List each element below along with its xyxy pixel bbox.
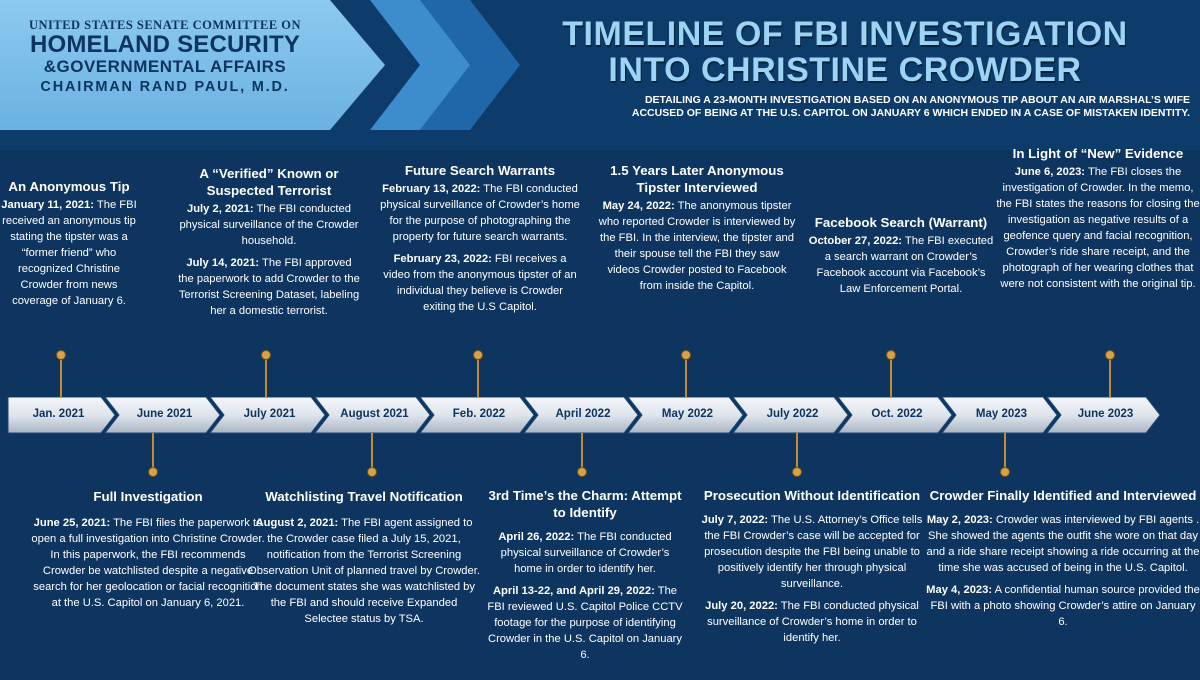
title-line2: INTO CHRISTINE CROWDER <box>608 51 1082 89</box>
event-date: June 25, 2021: <box>33 517 111 529</box>
event-text: The FBI conducted physical surveillance of the Crowder household. <box>179 203 359 247</box>
event-text: The FBI reviewed U.S. Capitol Police CCTV footage for the purpose of identifying Crowder in the U.S. Capitol on January 6. <box>487 585 683 661</box>
event-date: January 11, 2021: <box>1 199 94 211</box>
connector-dot <box>577 467 587 477</box>
chairman-line: CHAIRMAN RAND PAUL, M.D. <box>40 79 290 95</box>
event-date: April 13-22, and April 29, 2022: <box>492 585 655 597</box>
connector-dot <box>367 467 377 477</box>
event-facebook-search <box>808 214 994 303</box>
connector-line <box>265 360 267 397</box>
event-new-evidence <box>996 145 1200 298</box>
month-label: April 2022 <box>555 408 611 420</box>
subtitle-line1: DETAILING A 23-MONTH INVESTIGATION BASED ON AN ANONYMOUS TIP ABOUT AN AIR MARSHAL’S WIFE <box>644 94 1190 106</box>
event-date: October 27, 2022: <box>808 235 903 247</box>
event-text: The FBI executed a search warrant on Crowder’s Facebook account via Facebook’s Law Enforcement Portal. <box>816 235 994 295</box>
event-title: Future Search Warrants <box>404 163 556 178</box>
month-label: May 2022 <box>661 408 714 420</box>
event-crowder-identified <box>926 487 1200 636</box>
connector-dot <box>56 350 66 360</box>
page-subtitle <box>500 94 1190 120</box>
connector-dot <box>886 350 896 360</box>
event-title: An Anonymous Tip <box>8 179 130 194</box>
event-title: Watchlisting Travel Notification <box>265 489 463 504</box>
connector-line <box>477 360 479 397</box>
committee-line3: &GOVERNMENTAL AFFAIRS <box>43 57 287 76</box>
month-label: Jan. 2021 <box>32 408 85 420</box>
connector-line <box>1109 360 1111 397</box>
month-label: July 2022 <box>766 408 819 420</box>
event-title: 1.5 Years Later Anonymous Tipster Interviewed <box>610 163 784 195</box>
event-text: The FBI conducted physical surveillance of Crowder’s home in order to identify her. <box>500 531 672 575</box>
event-date: May 2, 2023: <box>926 514 993 526</box>
event-title: Prosecution Without Identification <box>703 488 921 503</box>
event-date: July 2, 2021: <box>187 203 254 215</box>
month-label: Oct. 2022 <box>871 408 923 420</box>
connector-dot <box>1105 350 1115 360</box>
connector-line <box>890 360 892 397</box>
connector-dot <box>473 350 483 360</box>
event-attempt-to-identify <box>486 487 684 669</box>
event-prosecution-without-identification <box>698 487 926 652</box>
event-text: FBI receives a video from the anonymous tipster of an individual they believe is Crowder exiting the U.S Capitol. <box>383 253 577 313</box>
event-anonymous-tip <box>0 178 138 315</box>
event-date: February 23, 2022: <box>393 253 492 265</box>
month-label: Feb. 2022 <box>452 408 506 420</box>
event-text: The FBI approved the paperwork to add Crowder to the Terrorist Screening Dataset, labeling her a domestic terrorist. <box>178 257 360 317</box>
event-text: The anonymous tipster who reported Crowder is interviewed by the FBI. In the interview, the tipster and their spouse tell the FBI they saw videos Crowder posted to Facebook from inside the Capitol. <box>598 200 796 292</box>
event-future-search-warrants <box>380 162 580 321</box>
month-label: June 2023 <box>1077 408 1134 420</box>
connector-line <box>60 360 62 397</box>
event-date: July 20, 2022: <box>705 600 778 612</box>
event-date: July 14, 2021: <box>186 257 260 269</box>
month-label: May 2023 <box>975 408 1028 420</box>
event-date: May 24, 2022: <box>602 200 675 212</box>
page-title <box>520 16 1170 88</box>
committee-line2: HOMELAND SECURITY <box>29 31 301 58</box>
event-date: May 4, 2023: <box>926 584 993 596</box>
event-text: The FBI closes the investigation of Crowder. In the memo, the FBI states the reasons for closing the investigation as negative results of a geofence query and facial recognition, Crowder’s ride share receipt, and the photograph of her wearing clothes that were not consistent with the original tip. <box>996 166 1200 290</box>
header-banner <box>0 0 1200 150</box>
event-title: A “Verified” Known or Suspected Terrorist <box>199 166 339 198</box>
connector-line <box>685 360 687 397</box>
event-tipster-interviewed <box>598 162 796 300</box>
committee-line1: UNITED STATES SENATE COMMITTEE ON <box>28 18 302 32</box>
event-date: August 2, 2021: <box>255 517 339 529</box>
event-text: A confidential human source provided the FBI with a photo showing Crowder’s attire on January 6. <box>930 584 1200 628</box>
title-line1: TIMELINE OF FBI INVESTIGATION <box>562 15 1128 53</box>
event-date: June 6, 2023: <box>1014 166 1086 178</box>
event-text: The U.S. Attorney’s Office tells the FBI Crowder’s case will be accepted for prosecution despite the FBI being unable to positively identify her through physical surveillance. <box>704 514 923 590</box>
event-title: Full Investigation <box>93 489 203 504</box>
event-text: Crowder was interviewed by FBI agents . She showed the agents the outfit she wore on that day and a ride share receipt showing a ride occurring at the time she was accused of being in the U.S. Capitol. <box>926 514 1200 574</box>
connector-dot <box>1000 467 1010 477</box>
connector-dot <box>792 467 802 477</box>
event-text: The FBI conducted physical surveillance of Crowder’s home in order to identify her. <box>707 600 919 644</box>
event-title: Crowder Finally Identified and Interviewed <box>929 488 1197 503</box>
event-text: The FBI received an anonymous tip stating the tipster was a “former friend” who recognized Christine Crowder from news coverage of January 6. <box>2 199 137 307</box>
subtitle-line2: ACCUSED OF BEING AT THE U.S. CAPITOL ON JANUARY 6 WHICH ENDED IN A CASE OF MISTAKEN IDENTITY. <box>631 107 1190 119</box>
event-text: The FBI agent assigned to the Crowder case filed a July 15, 2021, notification from the Terrorist Screening Observation Unit of planned travel by Crowder. The document states she was watchlisted by the FBI and should receive Expanded Selectee status by TSA. <box>248 517 480 625</box>
event-title: 3rd Time’s the Charm: Attempt to Identify <box>488 488 682 520</box>
committee-logo <box>0 18 330 95</box>
month-label: July 2021 <box>243 408 296 420</box>
connector-dot <box>261 350 271 360</box>
event-date: April 26, 2022: <box>498 531 575 543</box>
month-label: June 2021 <box>136 408 193 420</box>
event-full-investigation <box>28 488 268 617</box>
event-watchlisting-travel <box>248 488 480 633</box>
connector-dot <box>681 350 691 360</box>
event-text: The FBI files the paperwork to open a full investigation into Christine Crowder. In this paperwork, the FBI recommends Crowder be watchlisted despite a negative search for her geolocation or facial recognition at the U.S. Capitol on January 6, 2021. <box>31 517 265 609</box>
event-date: February 13, 2022: <box>382 183 481 195</box>
event-title: In Light of “New” Evidence <box>1012 146 1184 161</box>
event-verified-terrorist <box>178 165 360 325</box>
connector-dot <box>148 467 158 477</box>
event-text: The FBI conducted physical surveillance of Crowder’s home for the purpose of photographing the property for future search warrants. <box>380 183 580 243</box>
month-label: August 2021 <box>340 408 409 420</box>
event-title: Facebook Search (Warrant) <box>814 215 988 230</box>
event-date: July 7, 2022: <box>701 514 769 526</box>
